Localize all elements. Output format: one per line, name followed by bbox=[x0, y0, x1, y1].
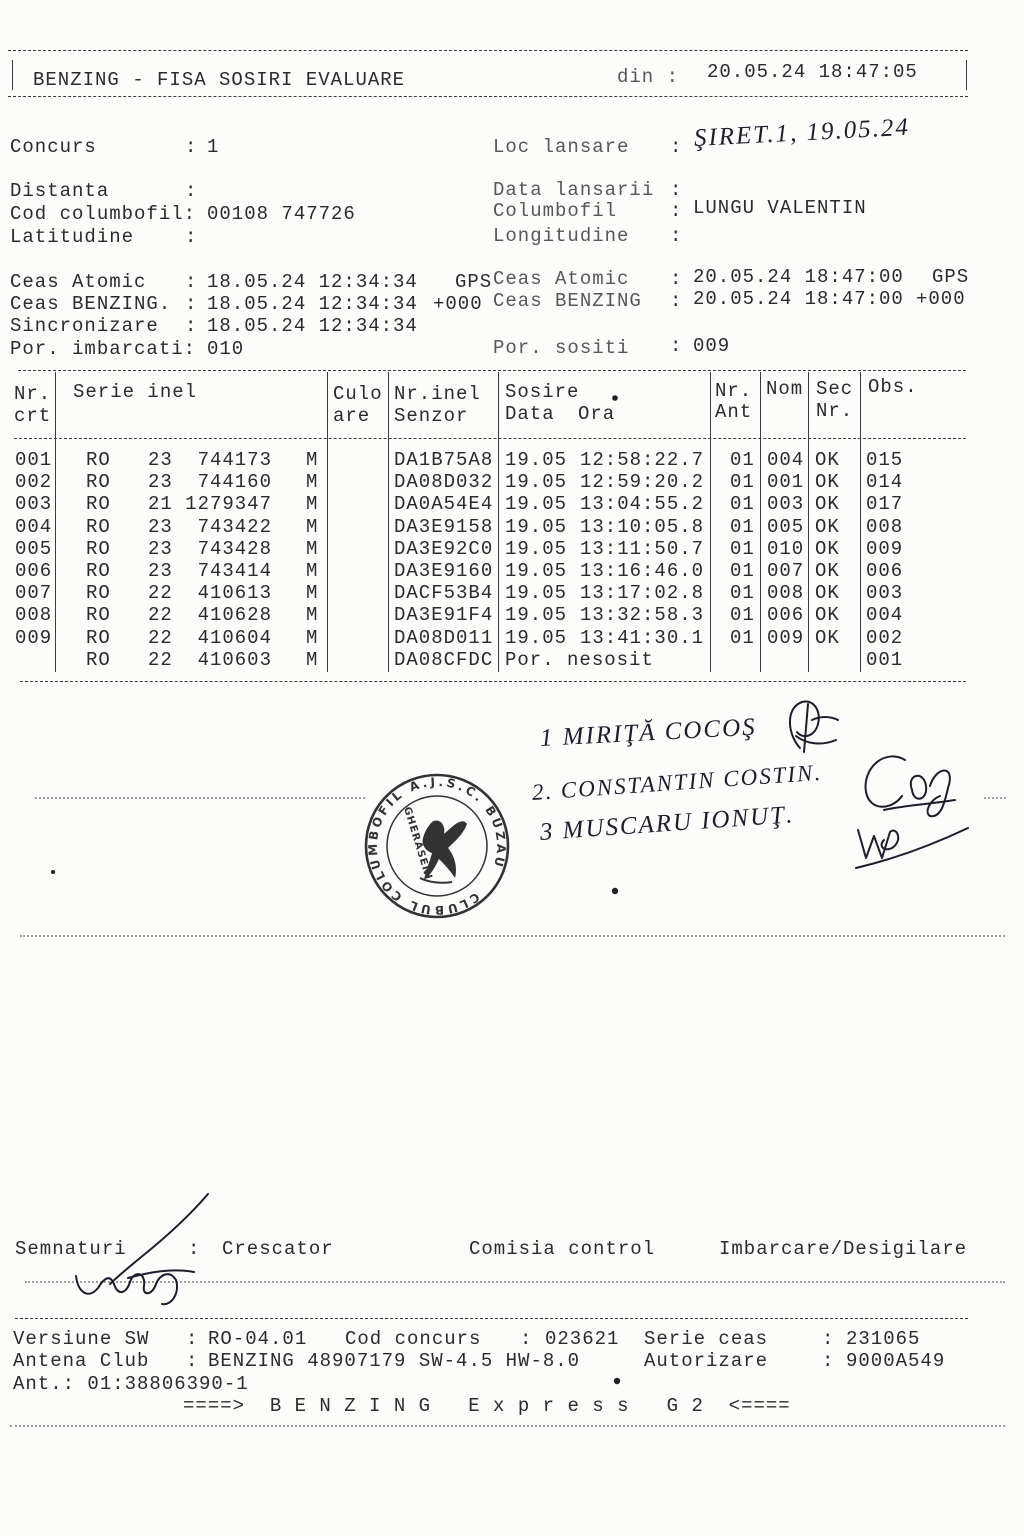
cell-nr: 001 bbox=[15, 449, 53, 471]
cell-obs: 006 bbox=[866, 560, 904, 582]
sincronizare-label: Sincronizare bbox=[10, 315, 159, 337]
cell-year: 23 bbox=[148, 471, 173, 494]
table-row bbox=[0, 471, 1024, 493]
table-rule-bottom bbox=[20, 681, 966, 682]
table-row bbox=[0, 627, 1024, 649]
start-ceas-atomic-label: Ceas Atomic bbox=[10, 271, 147, 293]
cell-sec: OK bbox=[815, 537, 840, 560]
cell-obs: 014 bbox=[866, 471, 904, 494]
data-lansarii-colon: : bbox=[670, 179, 683, 201]
cell-sex: M bbox=[306, 449, 319, 471]
serie-ceas-colon: : bbox=[822, 1328, 835, 1350]
th-obs: Obs. bbox=[868, 376, 918, 398]
th-sec-nr: Nr. bbox=[816, 400, 854, 422]
cell-nom: 003 bbox=[767, 493, 805, 516]
sincronizare-value: 18.05.24 12:34:34 bbox=[207, 315, 418, 337]
dotted-line bbox=[25, 1281, 1005, 1283]
cell-time: 13:16:46.0 bbox=[580, 560, 705, 582]
cell-sex: M bbox=[306, 537, 319, 560]
columbofil-value: LUNGU VALENTIN bbox=[693, 197, 867, 219]
th-senzor: Senzor bbox=[394, 405, 469, 427]
loc-lansare-handwritten: ŞIRET.1, 19.05.24 bbox=[693, 113, 911, 152]
antenna-id: Ant.: 01:38806390-1 bbox=[13, 1373, 249, 1395]
cell-date: 19.05 bbox=[505, 604, 568, 627]
witness-note-3: 3 MUSCARU IONUŢ. bbox=[539, 801, 796, 846]
cell-sec: OK bbox=[815, 471, 840, 494]
loc-lansare-label: Loc lansare bbox=[493, 136, 630, 158]
loc-lansare-colon: : bbox=[670, 136, 683, 158]
th-sec: Sec bbox=[816, 378, 854, 400]
th-culoare-1: Culo bbox=[333, 383, 383, 405]
report-date: 20.05.24 18:47:05 bbox=[707, 61, 918, 83]
footer-rule bbox=[15, 1318, 968, 1319]
table-rule-header bbox=[14, 438, 966, 439]
table-row bbox=[0, 516, 1024, 538]
ink-speck bbox=[612, 395, 618, 401]
cell-country: RO bbox=[86, 515, 111, 538]
cell-ring: 744173 bbox=[197, 449, 272, 471]
cell-nom: 004 bbox=[767, 449, 805, 471]
cell-sec: OK bbox=[815, 604, 840, 627]
th-culoare-2: are bbox=[333, 405, 371, 427]
cell-sec: OK bbox=[815, 493, 840, 516]
cell-time: 12:58:22.7 bbox=[580, 449, 705, 471]
ink-speck bbox=[614, 1378, 620, 1384]
cell-ant: 01 bbox=[730, 626, 755, 649]
serie-ceas-value: 231065 bbox=[846, 1328, 921, 1350]
cell-nr: 009 bbox=[15, 626, 53, 649]
cell-obs: 008 bbox=[866, 515, 904, 538]
cell-sensor: DA0A54E4 bbox=[394, 493, 494, 516]
report-title: BENZING - FISA SOSIRI EVALUARE bbox=[33, 69, 406, 91]
semnaturi-colon: : bbox=[188, 1238, 201, 1260]
cell-time: 13:04:55.2 bbox=[580, 493, 705, 516]
cod-concurs-value: 023621 bbox=[545, 1328, 620, 1350]
cell-nr: 002 bbox=[15, 471, 53, 494]
cell-obs: 004 bbox=[866, 604, 904, 627]
cell-date: 19.05 bbox=[505, 626, 568, 649]
cod-concurs-label: Cod concurs bbox=[345, 1328, 482, 1350]
versiune-colon: : bbox=[186, 1328, 199, 1350]
th-nr-ant: Nr. bbox=[715, 380, 753, 402]
longitudine-label: Longitudine bbox=[493, 225, 630, 247]
cell-ring: 743422 bbox=[197, 515, 272, 538]
ink-speck bbox=[612, 888, 618, 894]
start-ceas-benzing-offset: +000 bbox=[433, 293, 483, 315]
cod-columbofil-value: 00108 747726 bbox=[207, 203, 356, 225]
cell-obs: 003 bbox=[866, 582, 904, 605]
sositi-label: Por. sositi bbox=[493, 337, 630, 359]
autorizare-label: Autorizare bbox=[644, 1350, 769, 1372]
cell-obs: 015 bbox=[866, 449, 904, 471]
sincronizare-colon: : bbox=[185, 315, 198, 337]
columbofil-colon: : bbox=[670, 200, 683, 222]
cell-ant: 01 bbox=[730, 560, 755, 582]
cell-sex: M bbox=[306, 648, 319, 671]
cell-country: RO bbox=[86, 648, 111, 671]
cell-nr: 007 bbox=[15, 582, 53, 605]
cell-sensor: DA08CFDC bbox=[394, 648, 494, 671]
th-data: Data bbox=[505, 403, 555, 425]
cell-date: 19.05 bbox=[505, 471, 568, 494]
header-rule-left bbox=[12, 60, 13, 90]
signature-2 bbox=[866, 756, 955, 816]
stamp-inner-text: GHERĂSENI bbox=[401, 805, 434, 880]
cell-year: 22 bbox=[148, 582, 173, 605]
cell-time: 13:32:58.3 bbox=[580, 604, 705, 627]
table-row bbox=[0, 649, 1024, 671]
cell-year: 22 bbox=[148, 604, 173, 627]
cell-country: RO bbox=[86, 493, 111, 516]
cell-sensor: DA08D032 bbox=[394, 471, 494, 494]
cell-sex: M bbox=[306, 582, 319, 605]
cell-obs: 017 bbox=[866, 493, 904, 516]
cell-sex: M bbox=[306, 493, 319, 516]
antena-colon: : bbox=[186, 1350, 199, 1372]
cell-nom: 008 bbox=[767, 582, 805, 605]
end-ceas-atomic-colon: : bbox=[670, 268, 683, 290]
start-ceas-atomic-source: GPS bbox=[455, 271, 493, 293]
cell-date: 19.05 bbox=[505, 560, 568, 582]
cell-obs: 009 bbox=[866, 537, 904, 560]
cod-concurs-colon: : bbox=[520, 1328, 533, 1350]
latitudine-label: Latitudine bbox=[10, 226, 135, 248]
cell-year: 23 bbox=[148, 515, 173, 538]
dotted-line bbox=[984, 797, 1006, 799]
cell-nr: 003 bbox=[15, 493, 53, 516]
cell-year: 23 bbox=[148, 449, 173, 471]
start-ceas-atomic-value: 18.05.24 12:34:34 bbox=[207, 271, 418, 293]
start-ceas-benzing-label: Ceas BENZING. bbox=[10, 293, 172, 315]
sositi-colon: : bbox=[670, 335, 683, 357]
distanta-colon: : bbox=[185, 180, 198, 202]
cell-sex: M bbox=[306, 604, 319, 627]
table-row bbox=[0, 538, 1024, 560]
concurs-label: Concurs bbox=[10, 136, 97, 158]
cell-ring: 743414 bbox=[197, 560, 272, 582]
end-ceas-benzing-offset: +000 bbox=[916, 288, 966, 310]
table-row bbox=[0, 560, 1024, 582]
autorizare-value: 9000A549 bbox=[846, 1350, 946, 1372]
cell-country: RO bbox=[86, 604, 111, 627]
cell-sensor: DA3E9158 bbox=[394, 515, 494, 538]
cell-ant: 01 bbox=[730, 582, 755, 605]
stamp-ring-textpath: CLUBUL COLUMBOFIL A.J.S.C. BUZĂU bbox=[365, 774, 509, 918]
cell-sex: M bbox=[306, 471, 319, 494]
table-rule-top bbox=[18, 370, 966, 371]
cell-nr: 004 bbox=[15, 515, 53, 538]
signature-imbarcare-label: Imbarcare/Desigilare bbox=[719, 1238, 968, 1260]
cell-sex: M bbox=[306, 515, 319, 538]
cell-date: 19.05 bbox=[505, 493, 568, 516]
cell-ant: 01 bbox=[730, 493, 755, 516]
cell-nom: 010 bbox=[767, 537, 805, 560]
table-row bbox=[0, 604, 1024, 626]
end-ceas-benzing-value: 20.05.24 18:47:00 bbox=[693, 288, 904, 310]
table-row bbox=[0, 493, 1024, 515]
start-ceas-benzing-value: 18.05.24 12:34:34 bbox=[207, 293, 418, 315]
dotted-line bbox=[20, 935, 1005, 937]
cell-year: 23 bbox=[148, 537, 173, 560]
cell-nr: 005 bbox=[15, 537, 53, 560]
cell-ring: 743428 bbox=[197, 537, 272, 560]
th-serie-inel: Serie inel bbox=[73, 381, 198, 403]
cell-nom: 007 bbox=[767, 560, 805, 582]
end-ceas-atomic-label: Ceas Atomic bbox=[493, 268, 630, 290]
start-ceas-atomic-colon: : bbox=[185, 271, 198, 293]
cod-columbofil-label: Cod columbofil: bbox=[10, 203, 197, 225]
cell-country: RO bbox=[86, 471, 111, 494]
end-ceas-atomic-source: GPS bbox=[932, 266, 970, 288]
cell-ant: 01 bbox=[730, 537, 755, 560]
end-ceas-benzing-colon: : bbox=[670, 290, 683, 312]
data-lansarii-label: Data lansarii bbox=[493, 179, 655, 201]
start-ceas-benzing-colon: : bbox=[185, 293, 198, 315]
club-stamp bbox=[360, 770, 515, 925]
signature-comisia-label: Comisia control bbox=[469, 1238, 656, 1260]
witness-note-1: 1 MIRIŢĂ COCOŞ bbox=[539, 713, 758, 752]
cell-time: 12:59:20.2 bbox=[580, 471, 705, 494]
witness-note-2: 2. CONSTANTIN COSTIN. bbox=[531, 759, 823, 805]
th-ora: Ora bbox=[578, 403, 616, 425]
cell-ring: 1279347 bbox=[185, 493, 272, 516]
columbofil-label: Columbofil bbox=[493, 200, 618, 222]
longitudine-colon: : bbox=[670, 225, 683, 247]
signature-crescator-label: Crescator bbox=[222, 1238, 334, 1260]
cell-country: RO bbox=[86, 560, 111, 582]
cell-date: 19.05 bbox=[505, 515, 568, 538]
cell-ant: 01 bbox=[730, 515, 755, 538]
cell-sec: OK bbox=[815, 449, 840, 471]
cell-date: 19.05 bbox=[505, 449, 568, 471]
cell-sensor: DA1B75A8 bbox=[394, 449, 494, 471]
antena-value: BENZING 48907179 SW-4.5 HW-8.0 bbox=[208, 1350, 581, 1372]
versiune-value: RO-04.01 bbox=[208, 1328, 308, 1350]
cell-nr: 006 bbox=[15, 560, 53, 582]
cell-year: 23 bbox=[148, 560, 173, 582]
header-rule-top bbox=[8, 50, 968, 51]
end-ceas-atomic-value: 20.05.24 18:47:00 bbox=[693, 266, 904, 288]
imbarcati-value: 010 bbox=[207, 338, 245, 360]
cell-sec: OK bbox=[815, 560, 840, 582]
cell-time: 13:17:02.8 bbox=[580, 582, 705, 605]
autorizare-colon: : bbox=[822, 1350, 835, 1372]
cell-country: RO bbox=[86, 582, 111, 605]
header-rule-bottom bbox=[8, 96, 968, 97]
signature-3 bbox=[856, 828, 968, 868]
distanta-label: Distanta bbox=[10, 180, 110, 202]
th-nom: Nom bbox=[766, 378, 804, 400]
serie-ceas-label: Serie ceas bbox=[644, 1328, 769, 1350]
table-row bbox=[0, 582, 1024, 604]
ink-speck bbox=[51, 870, 55, 874]
cell-sex: M bbox=[306, 560, 319, 582]
th-crt: crt bbox=[14, 405, 52, 427]
cell-sec: OK bbox=[815, 626, 840, 649]
th-nr-inel: Nr.inel bbox=[394, 383, 481, 405]
cell-obs: 002 bbox=[866, 626, 904, 649]
table-row bbox=[0, 449, 1024, 471]
cell-country: RO bbox=[86, 626, 111, 649]
cell-ring: 744160 bbox=[197, 471, 272, 494]
cell-ant: 01 bbox=[730, 449, 755, 471]
cell-country: RO bbox=[86, 537, 111, 560]
cell-time: 13:41:30.1 bbox=[580, 626, 705, 649]
cell-date: 19.05 bbox=[505, 582, 568, 605]
th-sosire: Sosire bbox=[505, 381, 580, 403]
signature-1 bbox=[790, 701, 838, 752]
cell-sensor: DA3E92C0 bbox=[394, 537, 494, 560]
cell-sensor: DA08D011 bbox=[394, 626, 494, 649]
cell-year: 21 bbox=[148, 493, 173, 516]
cell-year: 22 bbox=[148, 648, 173, 671]
cell-time: 13:11:50.7 bbox=[580, 537, 705, 560]
cell-ant: 01 bbox=[730, 471, 755, 494]
cell-sec: OK bbox=[815, 515, 840, 538]
cell-sensor: DA3E9160 bbox=[394, 560, 494, 582]
cell-nom: 009 bbox=[767, 626, 805, 649]
concurs-colon: : bbox=[185, 136, 198, 158]
imbarcati-label: Por. imbarcati: bbox=[10, 338, 197, 360]
cell-ring: 410628 bbox=[197, 604, 272, 627]
cell-nom: 001 bbox=[767, 471, 805, 494]
cell-ring: 410603 bbox=[197, 648, 272, 671]
cell-time: 13:10:05.8 bbox=[580, 515, 705, 538]
versiune-label: Versiune SW bbox=[13, 1328, 150, 1350]
cell-ant: 01 bbox=[730, 604, 755, 627]
dotted-line bbox=[10, 1425, 1005, 1427]
latitudine-colon: : bbox=[185, 226, 198, 248]
cell-nom: 006 bbox=[767, 604, 805, 627]
cell-ring: 410604 bbox=[197, 626, 272, 649]
cell-nr: 008 bbox=[15, 604, 53, 627]
cell-nom: 005 bbox=[767, 515, 805, 538]
report-date-label: din : bbox=[617, 66, 680, 88]
th-nr: Nr. bbox=[14, 383, 52, 405]
cell-sensor: DA3E91F4 bbox=[394, 604, 494, 627]
cell-date: 19.05 bbox=[505, 537, 568, 560]
dotted-line bbox=[35, 797, 365, 799]
th-ant: Ant bbox=[715, 401, 753, 423]
semnaturi-label: Semnaturi bbox=[15, 1238, 127, 1260]
cell-year: 22 bbox=[148, 626, 173, 649]
concurs-value: 1 bbox=[207, 136, 220, 158]
cell-sex: M bbox=[306, 626, 319, 649]
cell-country: RO bbox=[86, 449, 111, 471]
sositi-value: 009 bbox=[693, 335, 731, 357]
stamp-dove-icon bbox=[423, 821, 467, 880]
end-ceas-benzing-label: Ceas BENZING bbox=[493, 290, 642, 312]
antena-label: Antena Club bbox=[13, 1350, 150, 1372]
cell-sensor: DACF53B4 bbox=[394, 582, 494, 605]
cell-obs: 001 bbox=[866, 648, 904, 671]
cell-remark: Por. nesosit bbox=[505, 648, 654, 671]
cell-sec: OK bbox=[815, 582, 840, 605]
benzing-express-banner: ====> B E N Z I N G E x p r e s s G 2 <==== bbox=[183, 1395, 791, 1417]
cell-ring: 410613 bbox=[197, 582, 272, 605]
header-rule-right bbox=[966, 60, 967, 90]
